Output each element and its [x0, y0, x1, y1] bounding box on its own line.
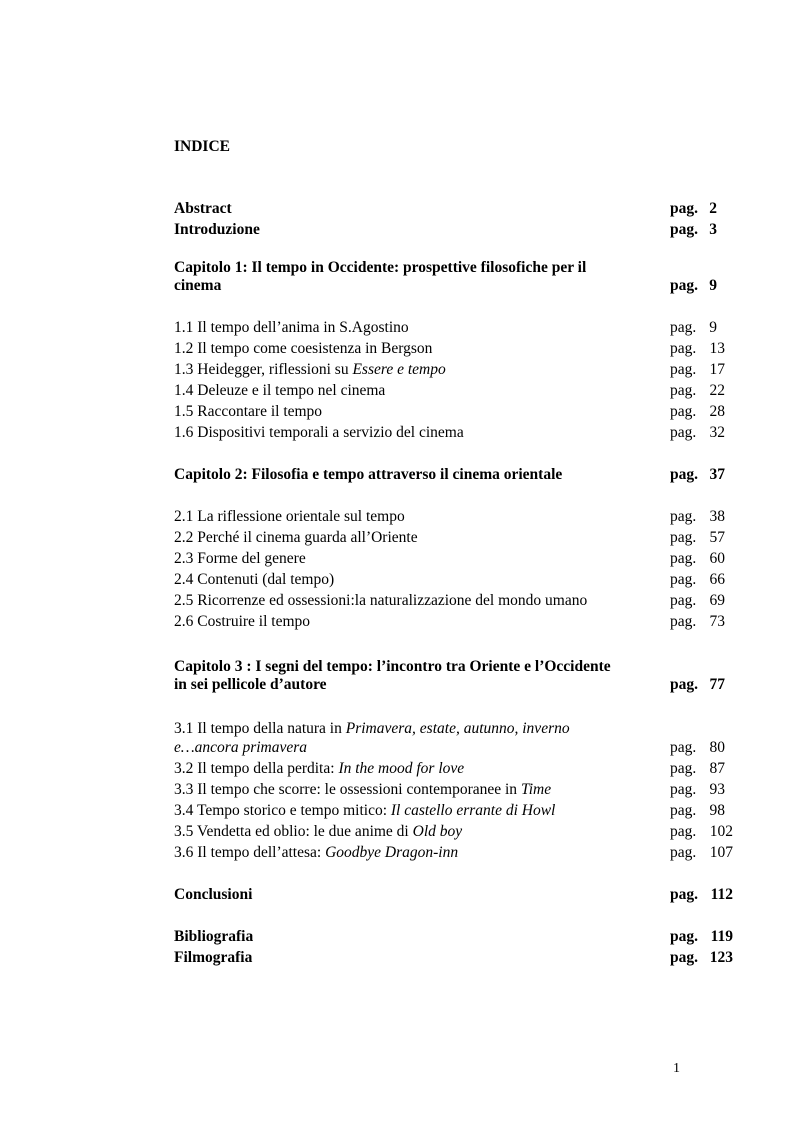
toc-page-number: 38: [709, 508, 725, 525]
toc-page-number: 9: [709, 277, 717, 294]
toc-label-italic: Old boy: [412, 823, 463, 840]
toc-entry-abstract: [174, 198, 734, 219]
toc-page-number: 69: [709, 592, 725, 609]
toc-chapter-1: [174, 275, 734, 296]
toc-label: 1.5 Raccontare il tempo: [174, 403, 323, 420]
toc-pag-label: pag.: [670, 823, 697, 840]
toc-entry-2-6: [174, 611, 734, 632]
toc-label: Abstract: [174, 200, 232, 217]
toc-pag-label: pag.: [670, 221, 698, 238]
toc-pag-label: pag.: [670, 466, 698, 483]
toc-page-number: 60: [709, 550, 725, 567]
toc-pag-label: pag.: [670, 592, 697, 609]
toc-label: Introduzione: [174, 221, 260, 238]
toc-label-italic: In the mood for love: [338, 760, 465, 777]
toc-pag-label: pag.: [670, 424, 697, 441]
toc-label: 3.1 Il tempo della natura in Primavera, estate, autunno, inverno: [174, 720, 570, 737]
toc-page-number: 112: [710, 886, 733, 903]
toc-entry-2-3: [174, 548, 734, 569]
toc-page-number: 87: [709, 760, 725, 777]
toc-entry-3-4: [174, 800, 734, 821]
toc-page-number: 98: [709, 802, 725, 819]
toc-label: 2.3 Forme del genere: [174, 550, 306, 567]
toc-pag-label: pag.: [670, 508, 697, 525]
toc-entry-conclusioni: [174, 884, 734, 905]
toc-entry-3-2: [174, 758, 734, 779]
toc-label: 1.1 Il tempo dell’anima in S.Agostino: [174, 319, 409, 336]
toc-pag-label: pag.: [670, 319, 697, 336]
toc-label: Capitolo 3 : I segni del tempo: l’incontro tra Oriente e l’Occidente: [174, 658, 611, 675]
toc-pag-label: pag.: [670, 676, 698, 693]
toc-entry-bibliografia: [174, 926, 734, 947]
toc-label: 2.5 Ricorrenze ed ossessioni:la naturalizzazione del mondo umano: [174, 592, 588, 609]
toc-label: 1.3 Heidegger, riflessioni su Essere e tempo: [174, 361, 446, 378]
toc-pag-label: pag.: [670, 802, 697, 819]
toc-page-number: 80: [709, 739, 725, 756]
toc-entry-3-6: [174, 842, 734, 863]
toc-page-number: 32: [709, 424, 725, 441]
toc-label: Capitolo 2: Filosofia e tempo attraverso il cinema orientale: [174, 466, 563, 483]
toc-pag-label: pag.: [670, 571, 697, 588]
toc-label-italic: Il castello errante di Howl: [390, 802, 556, 819]
toc-entry-2-2: [174, 527, 734, 548]
toc-page-number: 22: [709, 382, 725, 399]
page-title: INDICE: [174, 138, 230, 155]
toc-label: in sei pellicole d’autore: [174, 676, 327, 693]
toc-label: 1.6 Dispositivi temporali a servizio del cinema: [174, 424, 464, 441]
toc-entry-1-5: [174, 401, 734, 422]
toc-label-italic: e…ancora primavera: [174, 739, 308, 756]
toc-entry-filmografia: [174, 947, 734, 968]
toc-page-number: 93: [709, 781, 725, 798]
toc-label-italic: Primavera, estate, autunno, inverno: [345, 720, 570, 737]
toc-page-number: 3: [709, 221, 717, 238]
toc-page-number: 119: [710, 928, 733, 945]
toc-label: 2.2 Perché il cinema guarda all’Oriente: [174, 529, 418, 546]
toc-label: 3.2 Il tempo della perdita: In the mood for love: [174, 760, 465, 777]
toc-page-number: 57: [709, 529, 725, 546]
toc-page-number: 17: [709, 361, 725, 378]
toc-pag-label: pag.: [670, 340, 697, 357]
toc-label: 2.6 Costruire il tempo: [174, 613, 311, 630]
toc-pag-label: pag.: [670, 886, 698, 903]
toc-pag-label: pag.: [670, 760, 697, 777]
toc-page-number: 123: [709, 949, 733, 966]
toc-label: Filmografia: [174, 949, 253, 966]
toc-label: Conclusioni: [174, 886, 253, 903]
toc-entry-3-3: [174, 779, 734, 800]
toc-pag-label: pag.: [670, 361, 697, 378]
toc-page-number: 107: [709, 844, 733, 861]
toc-page-number: 2: [709, 200, 717, 217]
toc-page-number: 28: [709, 403, 725, 420]
page-number: 1: [673, 1061, 680, 1076]
toc-pag-label: pag.: [670, 928, 698, 945]
toc-pag-label: pag.: [670, 613, 697, 630]
toc-chapter-2: [174, 464, 734, 485]
toc-entry-3-1: [174, 737, 734, 758]
toc-page-number: 66: [709, 571, 725, 588]
toc-entry-1-6: [174, 422, 734, 443]
toc-page-number: 13: [709, 340, 725, 357]
toc-entry-2-4: [174, 569, 734, 590]
toc-page-number: 102: [709, 823, 733, 840]
toc-entry-3-1-line1: [174, 718, 734, 739]
toc-pag-label: pag.: [670, 382, 697, 399]
toc-pag-label: pag.: [670, 550, 697, 567]
toc-label: 1.2 Il tempo come coesistenza in Bergson: [174, 340, 433, 357]
toc-label: 1.4 Deleuze e il tempo nel cinema: [174, 382, 386, 399]
toc-label: [174, 737, 307, 758]
toc-chapter-3: [174, 674, 734, 695]
toc-entry-1-1: [174, 317, 734, 338]
toc-entry-2-1: [174, 506, 734, 527]
toc-label: Capitolo 1: Il tempo in Occidente: prospettive filosofiche per il: [174, 259, 587, 276]
toc-pag-label: pag.: [670, 949, 698, 966]
toc-page-number: 77: [709, 676, 725, 693]
toc-pag-label: pag.: [670, 844, 697, 861]
toc-label: 3.5 Vendetta ed oblio: le due anime di Old boy: [174, 823, 463, 840]
toc-pag-label: pag.: [670, 200, 698, 217]
toc-label-italic: Time: [520, 781, 552, 798]
toc-pag-label: pag.: [670, 277, 698, 294]
toc-label: 3.3 Il tempo che scorre: le ossessioni contemporanee in Time: [174, 781, 552, 798]
toc-entry-introduzione: [174, 219, 734, 240]
toc-entry-1-3: [174, 359, 734, 380]
toc-pag-label: pag.: [670, 739, 697, 756]
toc-pag-label: pag.: [670, 403, 697, 420]
toc-label-italic: Essere e tempo: [352, 361, 446, 378]
toc-page-number: 37: [709, 466, 725, 483]
toc-pag-label: pag.: [670, 781, 697, 798]
toc-entry-3-5: [174, 821, 734, 842]
toc-label: Bibliografia: [174, 928, 254, 945]
toc-entry-1-2: [174, 338, 734, 359]
toc-pag-label: pag.: [670, 529, 697, 546]
toc-label: 2.1 La riflessione orientale sul tempo: [174, 508, 405, 525]
toc-entry-2-5: [174, 590, 734, 611]
toc-label-italic: Goodbye Dragon-inn: [325, 844, 459, 861]
toc-label: 3.6 Il tempo dell’attesa: Goodbye Dragon-inn: [174, 844, 459, 861]
toc-label: cinema: [174, 277, 222, 294]
toc-entry-1-4: [174, 380, 734, 401]
toc-page-number: 73: [709, 613, 725, 630]
toc-label: 2.4 Contenuti (dal tempo): [174, 571, 335, 588]
toc-label: 3.4 Tempo storico e tempo mitico: Il castello errante di Howl: [174, 802, 556, 819]
toc-page-number: 9: [709, 319, 717, 336]
